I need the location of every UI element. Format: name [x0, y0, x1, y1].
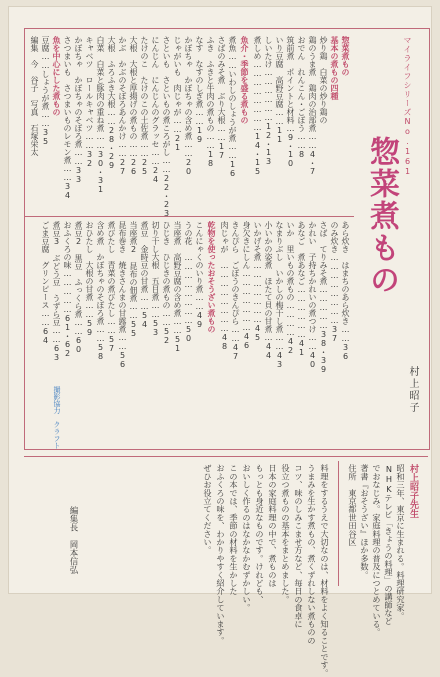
- toc-entry: なす なすのしぎ煮……19: [195, 36, 204, 144]
- toc-section-1-sub: 基本の煮もの四種: [330, 36, 339, 100]
- credits-line: 編集 今 谷子 写真 石塚栄太: [30, 36, 39, 156]
- intro-line: この本では、季節の材料を生かした: [229, 464, 239, 596]
- intro-line: 日本の家庭料理の中で、煮ものは: [268, 464, 278, 587]
- toc-entry: 身欠きにしん…………………46: [242, 221, 251, 350]
- toc-entry: たけのこ たけのこの土佐煮……25: [140, 36, 149, 176]
- toc-entry: じゃがいも 肉じゃが……21: [173, 36, 182, 152]
- toc-entry: おでん れんこん・ごぼう……8: [297, 36, 306, 159]
- profile-line: 昭和三年、東京に生まれる。料理研究家。: [396, 464, 406, 620]
- toc-entry: 煮びたし 青菜の煮びたし……57: [107, 221, 116, 353]
- profile-divider: [338, 461, 339, 586]
- toc-section-2: 魚介・季節を盛る煮もの: [240, 36, 249, 124]
- profile-line: 著書『おそうざい』ほか多数。: [360, 464, 370, 579]
- intro-line: うまみを生かす煮もの、煮くずれしない煮ものの: [307, 464, 317, 645]
- toc-entry: きんぴら ごぼうのきんぴら……47: [231, 221, 240, 361]
- toc-entry: 筑前煮 ポイントと材料…9・10: [286, 36, 295, 168]
- book-title: 惣菜煮もの: [364, 136, 399, 296]
- author-name: 村上昭子: [407, 366, 418, 414]
- toc-entry: しいたけ………………12・13: [264, 36, 273, 166]
- toc-entry: おふくろの味……………61・62: [63, 221, 72, 358]
- toc-entry: 大根 大根と厚揚げの煮もの……26: [129, 36, 138, 176]
- profile-line: 住所 東京都世田谷区: [348, 464, 358, 546]
- toc-section-1: 惣菜煮もの: [341, 36, 350, 76]
- toc-entry: かぶ かぶのそぼろあんかけ……27: [118, 36, 127, 176]
- toc-entry: あなご 煮あなご………………41: [297, 221, 306, 357]
- intro-line: おいしく作るのはなかなかむずかしい。: [242, 464, 252, 612]
- toc-entry: 大根 ふろふき大根……28・29: [107, 36, 116, 170]
- toc-entry: 炒り鶏 白菜の炒り鶏の: [319, 36, 328, 124]
- toc-entry: 煮豆 金時豆の甘煮……54: [140, 221, 149, 329]
- toc-entry: 煮豆2 黒豆 ふっくら煮……60: [74, 221, 83, 354]
- book-page: [8, 6, 432, 677]
- intro-line: 料理をするうえで大切なのは、材料をよく知ることです。: [320, 464, 330, 677]
- toc-entry: おひたし 大根の甘煮……59: [85, 221, 94, 337]
- toc-entry: かぼちゃ かぼちゃのそぼろ煮……33: [74, 36, 83, 184]
- toc-divider: [24, 216, 354, 217]
- toc-entry: 当座煮 高野豆腐の含め煮……51: [173, 221, 182, 353]
- toc-entry: 白菜 白菜と豚肉の重ね煮……30・31: [96, 36, 105, 194]
- toc-entry: 含め煮 かぼちゃのそぼろ煮……58: [96, 221, 105, 361]
- toc-entry: ふき ふきと牛肉の煮もの……18: [206, 36, 215, 168]
- toc-entry: 昆布巻き 焼きさんまの甘露煮……56: [118, 221, 127, 369]
- toc-entry: さつまいも さつまいものレモン煮……34: [63, 36, 72, 200]
- toc-entry: 煮しめ……………………14・15: [253, 36, 262, 176]
- toc-entry: 切り干し大根 五目煮……53: [151, 221, 160, 337]
- profile-line: NHKテレビ「きょうの料理」の講師など: [384, 464, 394, 626]
- toc-entry: いか 里いもの煮もの…………42: [286, 221, 295, 355]
- toc-entry: 小いかの姿煮 ほたて貝の甘煮…44: [264, 221, 273, 360]
- toc-entry: いかげそ煮…………………45: [253, 221, 262, 342]
- toc-entry: さば てりみそ煮……………38・39: [319, 221, 328, 374]
- toc-entry: かれい 子持ちかれいの煮つけ……40: [308, 221, 317, 369]
- toc-entry: うの花 ……………………50: [184, 221, 193, 343]
- intro-line: 役立つ煮ものの基本をまとめました。: [281, 464, 291, 604]
- toc-entry: にんじん にんじんのグラッセ……24: [151, 36, 160, 184]
- toc-entry: 鶏のうま煮 鶏肉の治部煮……4・7: [308, 36, 317, 176]
- toc-entry: なまりぶし いかしの梅干し煮……43: [275, 221, 284, 369]
- toc-entry: 肉じゃが ……………………48: [220, 221, 229, 351]
- toc-entry: さばのみそ煮 ぶり大根……17: [217, 36, 226, 160]
- photo-credit: 撮影協力 クラフト: [53, 386, 61, 449]
- toc-entry: ごま豆腐 グリンピース……64: [41, 221, 50, 345]
- toc-entry: こんにゃくのいり煮……49: [195, 221, 204, 329]
- toc-entry: 豆腐……しょうが煮……35: [41, 36, 50, 146]
- intro-line: コツ、味のしみこませ方など、毎日の食卓に: [294, 464, 304, 628]
- lower-divider: [24, 456, 428, 457]
- intro-line: おふくろの味を、わかりやすく紹介しています。: [216, 464, 226, 645]
- profile-line: でおなじみ。家庭料理の普及につとめている。: [372, 464, 382, 637]
- toc-entry: 当座煮2 昆布の佃煮……55: [129, 221, 138, 338]
- profile-heading: 村上昭子先生: [408, 464, 418, 518]
- toc-entry: のみ炊き……………………37: [330, 221, 339, 343]
- intro-line: もっとも身近なものです。けれども、: [255, 464, 265, 604]
- editor-signature: 編集長 岡本信弘: [68, 506, 78, 574]
- toc-section-4: 乾物を使ったおそうざい煮もの: [207, 221, 216, 333]
- toc-entry: かぼちゃ かぼちゃの含め煮……20: [184, 36, 193, 176]
- toc-entry: 煮魚……いわしのしょうが煮……16: [228, 36, 237, 178]
- toc-entry: キャベツ ロールキャベツ……32: [85, 36, 94, 168]
- toc-entry: さといも さといもの煮ころがし……22・23: [162, 36, 171, 218]
- toc-entry: あら炊き はまちのあら炊き……36: [341, 221, 350, 361]
- intro-line: ぜひお役立てください。: [203, 464, 213, 555]
- toc-section-3: 魚を中心にした煮もの: [52, 36, 61, 116]
- toc-entry: 煮豆3 ぶどう豆 うずら豆……63: [52, 221, 61, 362]
- toc-entry: いり豆腐 高野豆腐……11: [275, 36, 284, 144]
- series-label: マイライフシリーズNo.161: [403, 36, 412, 177]
- toc-entry: ひじき ひじきの煮もの……52: [162, 221, 171, 345]
